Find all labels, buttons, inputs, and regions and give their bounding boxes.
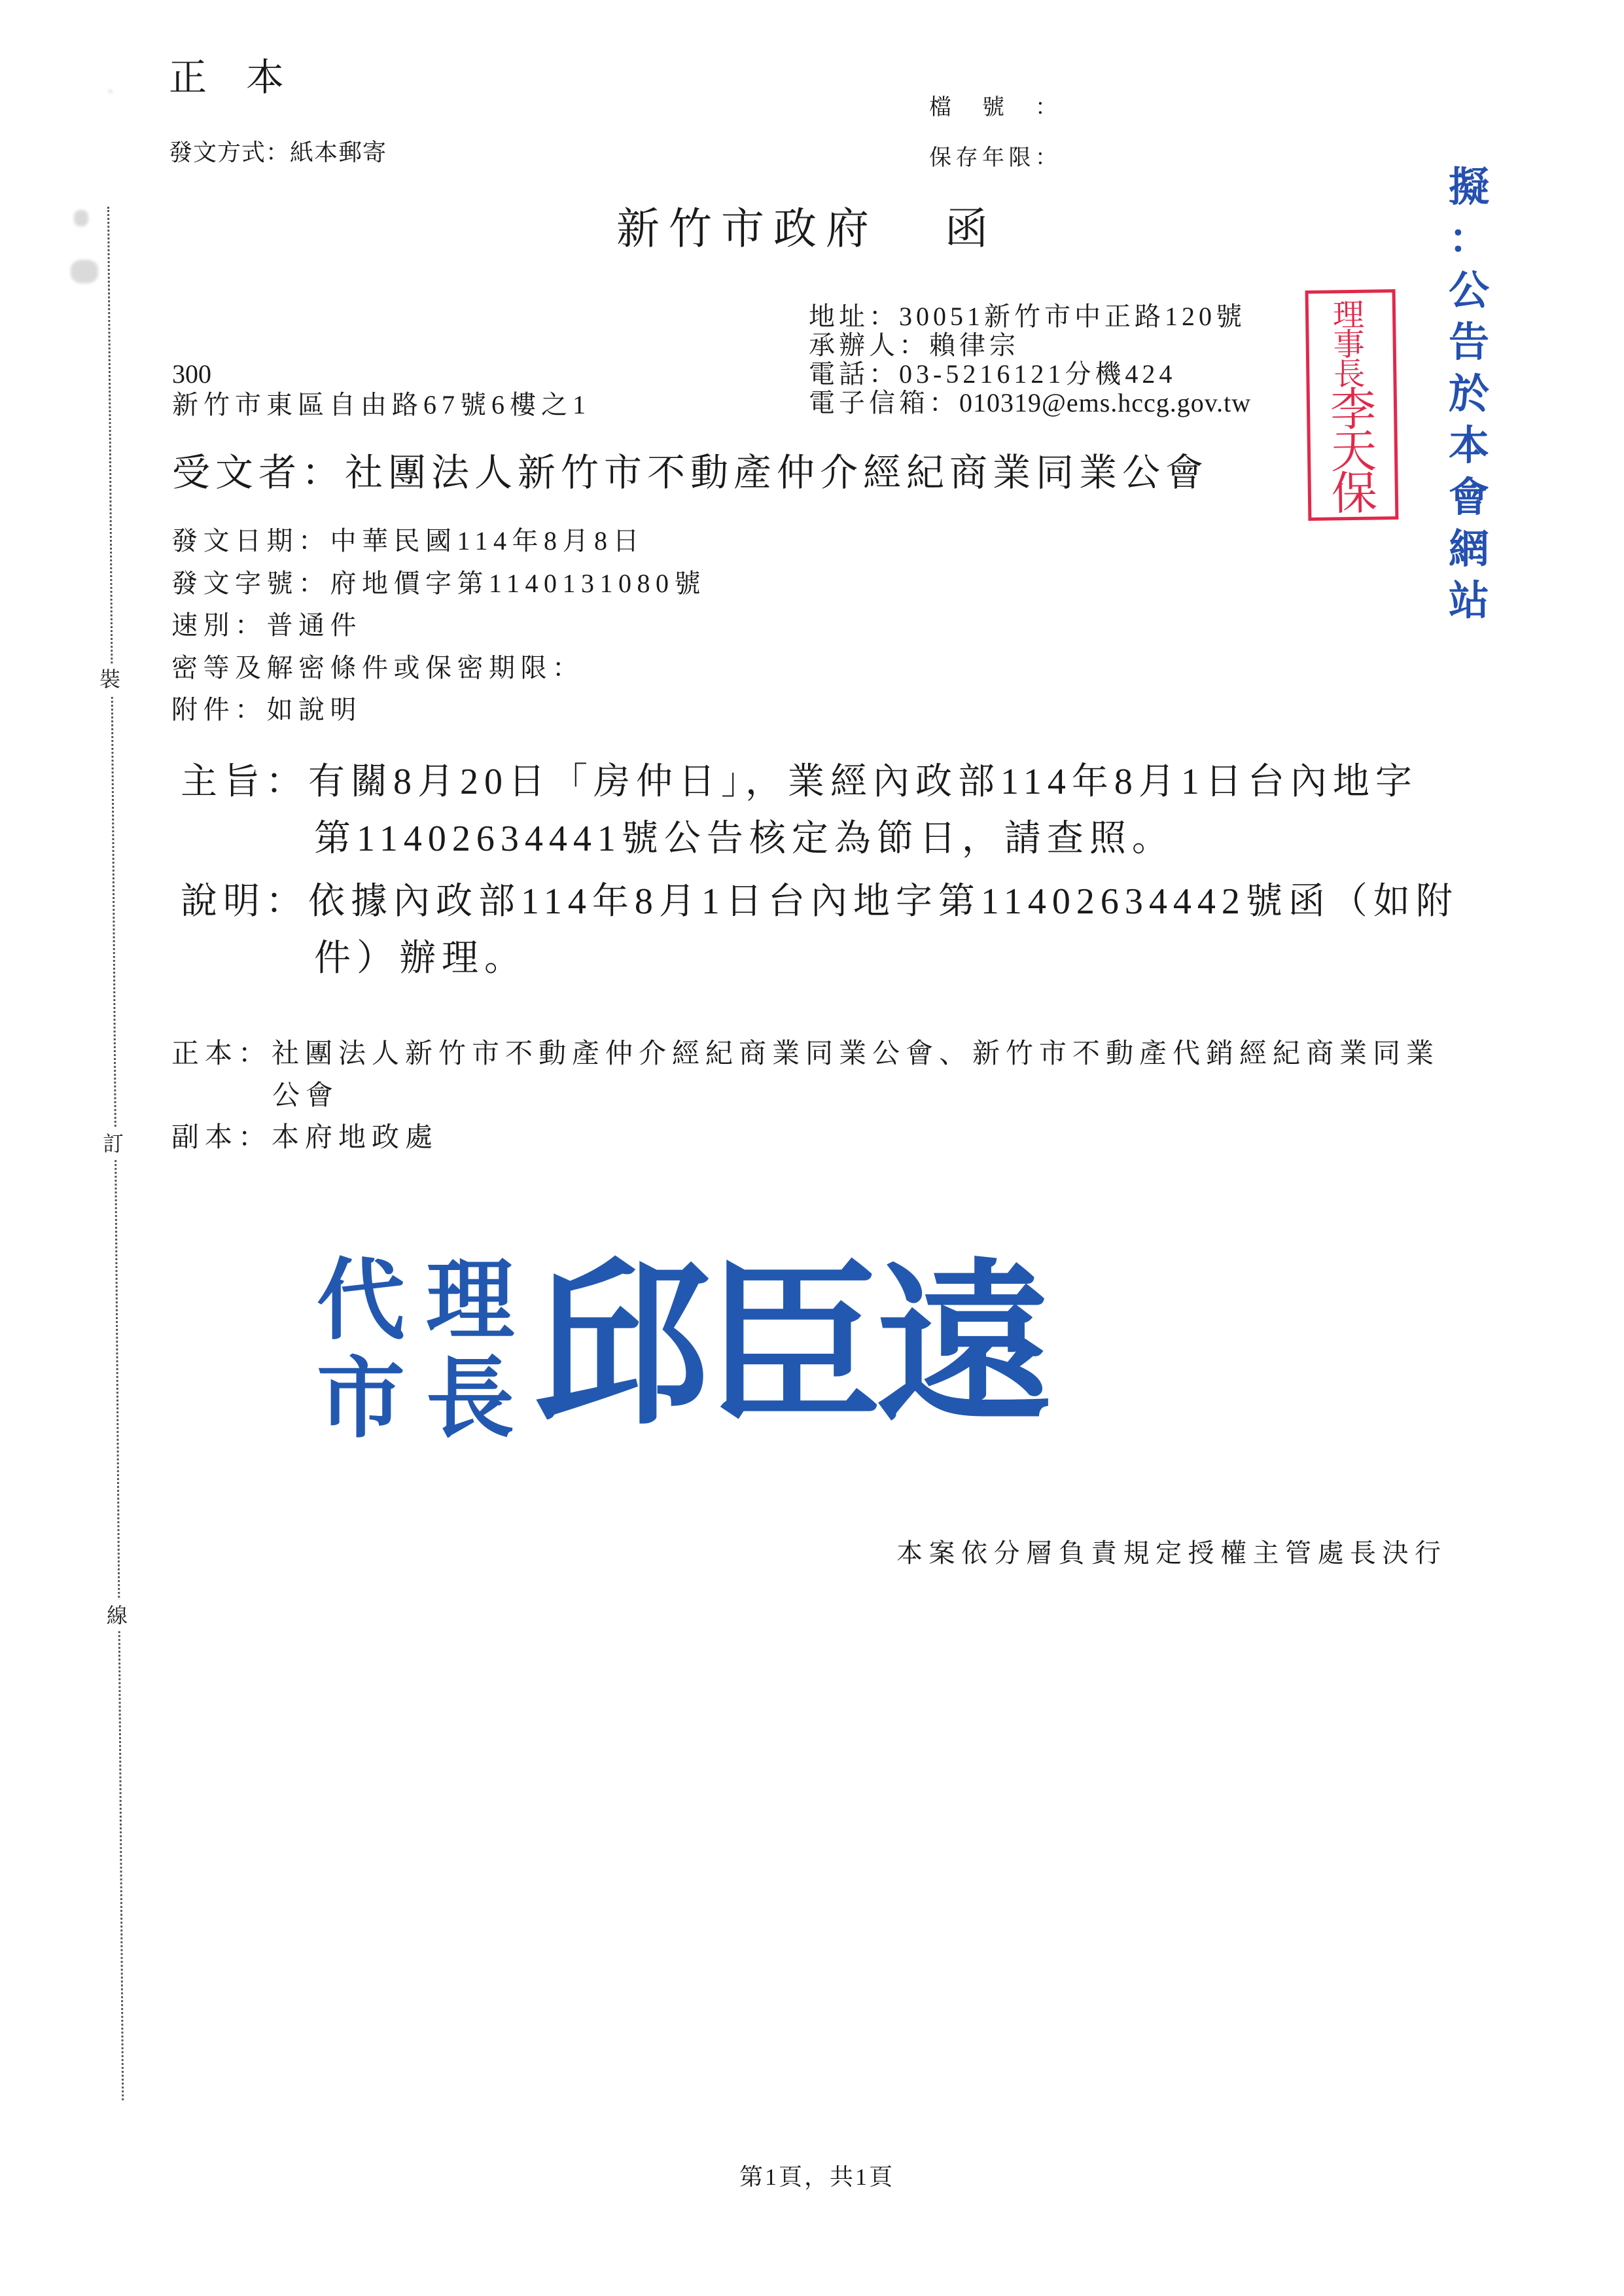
field-label: 附件： <box>171 695 267 724</box>
field-label: 發文日期： <box>171 526 330 556</box>
copy-type-label: 正本 <box>169 56 324 99</box>
subject-text: 有關8月20日「房仲日」，業經內政部114年8月1日台內地字 <box>308 762 1418 802</box>
copy-to-value: 本府地政處 <box>272 1123 439 1153</box>
subject-line <box>181 754 1418 811</box>
recipient-postal-code: 300 <box>172 359 211 389</box>
original-to-line: 公會 <box>272 1081 340 1111</box>
document-number-row <box>171 563 706 605</box>
explanation-line <box>181 874 1458 930</box>
handler-label: 承辦人： <box>809 330 929 360</box>
field-value: 普通件 <box>266 610 362 640</box>
signature-title-line2: 市長 <box>317 1351 535 1449</box>
original-to-label: 正本： <box>171 1039 272 1069</box>
subject-paragraph <box>181 754 1418 868</box>
copy-to-line <box>171 1117 1439 1159</box>
field-label: 密等及解密條件或保密期限： <box>171 652 584 682</box>
issuer-contact-block <box>809 302 1251 417</box>
binding-label-xian: 線 <box>107 1600 128 1631</box>
field-value: 府地價字第1140131080號 <box>330 568 707 598</box>
recipient-address: 新竹市東區自由路67號6樓之1 <box>172 390 591 419</box>
field-label: 發文字號： <box>171 568 330 598</box>
issuer-title: 新竹市政府 <box>616 205 878 253</box>
email-value: 010319@ems.hccg.gov.tw <box>959 388 1252 417</box>
field-label: 速別： <box>171 610 267 640</box>
scan-artifact <box>71 260 98 283</box>
page-number: 第1頁，共1頁 <box>739 2164 895 2190</box>
chairman-seal-stamp <box>1305 289 1399 521</box>
handler-value: 賴律宗 <box>929 330 1019 360</box>
field-value: 中華民國114年8月8日 <box>330 526 645 556</box>
explanation-paragraph <box>181 874 1458 987</box>
file-number-label: 檔號： <box>929 96 1057 120</box>
issue-date-row <box>171 520 706 563</box>
scan-artifact <box>109 90 112 93</box>
seal-title: 理事長 <box>1332 298 1366 393</box>
confidentiality-row <box>171 647 706 690</box>
recipient-label: 受文者： <box>172 451 345 494</box>
explanation-text: 依據內政部114年8月1日台內地字第11402634442號函（如附 <box>308 881 1458 922</box>
delegation-note: 本案依分層負責規定授權主管處長決行 <box>896 1538 1447 1568</box>
subject-label: 主旨： <box>181 762 308 802</box>
issuer-email <box>809 389 1251 417</box>
recipient-line <box>172 451 1209 494</box>
signature-name: 邱臣遠 <box>533 1250 1048 1445</box>
priority-row <box>171 605 706 647</box>
signature-title-line1: 代理 <box>317 1253 535 1351</box>
document-type: 函 <box>945 205 988 253</box>
issuer-address <box>809 302 1251 331</box>
subject-line: 第11402634441號公告核定為節日，請查照。 <box>314 819 1174 859</box>
binding-label-zhuang: 裝 <box>99 663 120 695</box>
phone-label: 電話： <box>809 359 899 389</box>
address-label: 地址： <box>809 302 899 331</box>
distribution-block <box>171 1033 1439 1159</box>
issuer-handler <box>809 331 1251 360</box>
explanation-label: 說明： <box>181 881 308 922</box>
annotation-stamp: 擬：公告於本會網站 <box>1448 166 1489 624</box>
original-to-text: 社團法人新竹市不動產仲介經紀商業同業公會、新竹市不動產代銷經紀商業同業 <box>272 1039 1440 1069</box>
explanation-line: 件）辦理。 <box>314 938 527 979</box>
phone-value: 03-5216121分機424 <box>899 359 1176 389</box>
delivery-method <box>169 141 387 164</box>
original-to-line <box>171 1033 1439 1075</box>
recipient-value: 社團法人新竹市不動產仲介經紀商業同業公會 <box>345 451 1209 494</box>
address-value: 30051新竹市中正路120號 <box>899 302 1246 331</box>
email-label: 電子信箱： <box>809 388 959 417</box>
attachment-row <box>171 689 706 732</box>
issuer-phone <box>809 360 1251 389</box>
delivery-method-label: 發文方式： <box>169 139 291 166</box>
binding-label-ding: 訂 <box>103 1128 124 1159</box>
scan-artifact <box>74 210 88 226</box>
delivery-method-value: 紙本郵寄 <box>290 139 387 166</box>
copy-to-label: 副本： <box>171 1123 272 1153</box>
retention-period-label: 保存年限： <box>929 146 1057 170</box>
field-value: 如說明 <box>266 695 362 724</box>
seal-name: 李天保 <box>1330 385 1378 520</box>
document-meta-fields <box>171 520 706 732</box>
